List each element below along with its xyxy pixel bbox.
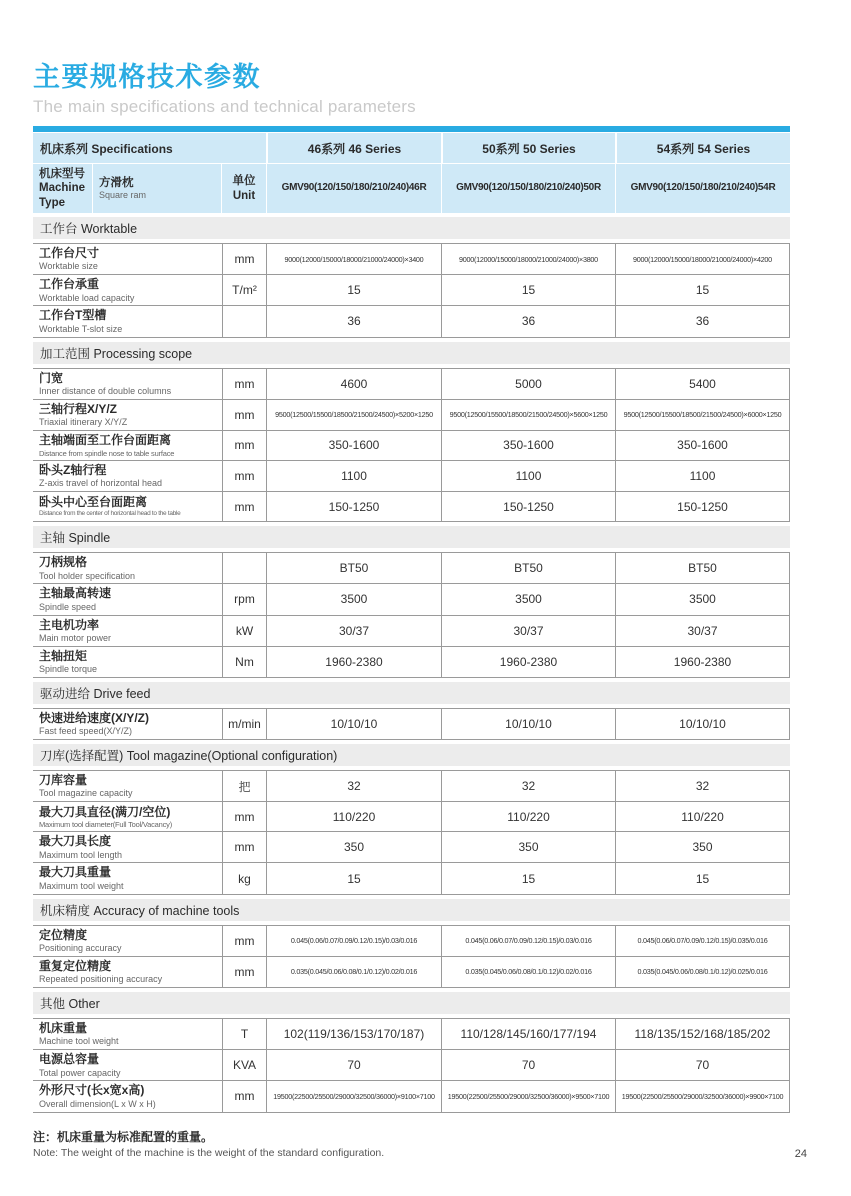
row-value-cell: 4600 <box>267 369 442 399</box>
row-label-cn: 门宽 <box>39 370 64 385</box>
row-label-cn: 工作台尺寸 <box>39 246 100 260</box>
row-unit-cell <box>222 553 267 583</box>
table-row <box>33 1050 790 1081</box>
table-row <box>33 552 790 584</box>
row-label-cell <box>33 461 222 491</box>
row-label-en: Maximum tool diameter(Full Tool/Vacancy) <box>39 819 173 829</box>
row-label-en: Maximum tool length <box>39 849 123 860</box>
row-value-cell: 110/220 <box>267 802 442 831</box>
page-title: 主要规格技术参数 <box>33 62 261 92</box>
row-label-cell <box>33 275 222 305</box>
row-label-en: Fast feed speed(X/Y/Z) <box>39 726 133 737</box>
table-row <box>33 400 790 431</box>
row-label-cn: 主轴扭矩 <box>39 648 88 663</box>
row-value-cell: 15 <box>442 863 616 893</box>
series-column-50: 50系列 50 Series <box>443 133 615 163</box>
machine-type-header-row <box>33 164 790 213</box>
row-value-cell: 32 <box>267 771 442 801</box>
row-value-cell: 36 <box>616 306 790 336</box>
table-section <box>33 217 790 338</box>
row-value-cell: 30/37 <box>267 616 442 646</box>
row-unit-cell: mm <box>222 926 267 956</box>
row-unit-cell: Nm <box>222 647 267 677</box>
row-label-en: Z-axis travel of horizontal head <box>39 478 163 489</box>
row-unit-cell: mm <box>222 431 267 460</box>
row-unit-cell: rpm <box>222 584 267 614</box>
unit-header-cell <box>222 164 266 213</box>
table-row <box>33 306 790 337</box>
row-label-cell <box>33 957 222 987</box>
table-row <box>33 802 790 832</box>
row-label-cn: 最大刀具重量 <box>39 865 112 880</box>
row-label-cn: 刀库容量 <box>39 773 88 788</box>
row-value-cell: 19500(22500/25500/29000/32500/36000)×9500×7100 <box>442 1081 616 1111</box>
section-header: 驱动进给 Drive feed <box>33 682 790 704</box>
section-rows <box>33 925 790 988</box>
table-row <box>33 647 790 678</box>
row-label-cell <box>33 584 222 614</box>
row-value-cell: 5400 <box>616 369 790 399</box>
row-value-cell: 0.035(0.045/0.06/0.08/0.1/0.12)/0.025/0.016 <box>616 957 790 987</box>
row-label-cell <box>33 863 222 893</box>
row-label-cn: 卧头Z轴行程 <box>39 462 107 477</box>
row-value-cell: 15 <box>616 275 790 305</box>
row-unit-cell: mm <box>222 957 267 987</box>
table-row <box>33 832 790 863</box>
row-value-cell: 3500 <box>267 584 442 614</box>
row-label-cn: 重复定位精度 <box>39 958 112 973</box>
row-label-en: Spindle speed <box>39 601 97 612</box>
row-value-cell: 3500 <box>616 584 790 614</box>
machine-type-label-cn: 机床型号 <box>39 167 85 180</box>
row-label-en: Maximum tool weight <box>39 880 124 891</box>
table-body <box>33 217 790 1113</box>
row-value-cell: 15 <box>616 863 790 893</box>
row-label-en: Tool magazine capacity <box>39 788 133 799</box>
row-label-en: Worktable size <box>39 261 98 272</box>
row-label-cell <box>33 431 222 460</box>
row-label-en: Distance from the center of horizontal head to the table <box>39 510 181 518</box>
row-unit-cell: mm <box>222 1081 267 1111</box>
table-row <box>33 863 790 894</box>
table-section <box>33 682 790 740</box>
table-row <box>33 708 790 740</box>
model-54r: GMV90(120/150/180/210/240)54R <box>616 164 790 213</box>
row-label-cell <box>33 492 222 521</box>
table-row <box>33 1018 790 1050</box>
section-header: 刀库(选择配置) Tool magazine(Optional configuration) <box>33 744 790 766</box>
ram-type-cn: 方滑枕 <box>99 176 134 189</box>
row-value-cell: 0.045(0.06/0.07/0.09/0.12/0.15)/0.035/0.016 <box>616 926 790 956</box>
row-value-cell: 30/37 <box>442 616 616 646</box>
row-value-cell: 36 <box>442 306 616 336</box>
row-label-en: Tool holder specification <box>39 570 136 581</box>
table-row <box>33 492 790 522</box>
row-value-cell: 9500(12500/15500/18500/21500/24500)×5600×1250 <box>442 400 616 430</box>
table-row <box>33 243 790 275</box>
row-unit-cell: mm <box>222 369 267 399</box>
row-label-en: Spindle torque <box>39 664 98 675</box>
row-label-cell <box>33 926 222 956</box>
row-value-cell: 1100 <box>442 461 616 491</box>
row-unit-cell: mm <box>222 802 267 831</box>
row-value-cell: 15 <box>442 275 616 305</box>
footnote-en: Note: The weight of the machine is the weight of the standard configuration. <box>33 1147 385 1159</box>
row-value-cell: BT50 <box>442 553 616 583</box>
row-label-en: Worktable load capacity <box>39 292 135 303</box>
row-unit-cell: kW <box>222 616 267 646</box>
title-block <box>33 55 416 117</box>
row-label-cn: 工作台承重 <box>39 277 100 292</box>
row-label-cn: 刀柄规格 <box>39 555 88 570</box>
row-label-cn: 外形尺寸(长x宽x高) <box>39 1083 145 1098</box>
row-label-cell <box>33 832 222 862</box>
table-section <box>33 526 790 678</box>
row-value-cell: 350-1600 <box>616 431 790 460</box>
row-label-cn: 快速进给速度(X/Y/Z) <box>39 710 149 725</box>
row-value-cell: 10/10/10 <box>442 709 616 739</box>
row-label-cn: 主电机功率 <box>39 617 100 632</box>
row-label-en: Worktable T-slot size <box>39 323 123 334</box>
row-label-en: Overall dimension(L x W x H) <box>39 1098 156 1109</box>
series-column-54: 54系列 54 Series <box>617 133 790 163</box>
section-rows <box>33 243 790 338</box>
ram-type-en: Square ram <box>99 190 147 201</box>
row-label-en: Total power capacity <box>39 1067 121 1078</box>
table-accent-bar <box>33 126 790 132</box>
row-value-cell: 0.035(0.045/0.06/0.08/0.1/0.12)/0.02/0.016 <box>442 957 616 987</box>
row-value-cell: 3500 <box>442 584 616 614</box>
section-header: 其他 Other <box>33 992 790 1014</box>
row-value-cell: 70 <box>442 1050 616 1080</box>
row-label-cell <box>33 802 222 831</box>
row-value-cell: 32 <box>616 771 790 801</box>
machine-type-label-en1: Machine <box>39 182 86 195</box>
row-value-cell: 1100 <box>267 461 442 491</box>
row-value-cell: 30/37 <box>616 616 790 646</box>
page-subtitle: The main specifications and technical parameters <box>33 97 416 116</box>
table-section <box>33 899 790 988</box>
row-value-cell: 1960-2380 <box>267 647 442 677</box>
row-label-cn: 主轴端面至工作台面距离 <box>39 433 172 448</box>
row-label-cn: 最大刀具长度 <box>39 834 112 849</box>
section-rows <box>33 1018 790 1113</box>
row-value-cell: 102(119/136/153/170/187) <box>267 1019 442 1049</box>
row-value-cell: 9000(12000/15000/18000/21000/24000)×3800 <box>442 244 616 274</box>
row-label-cn: 主轴最高转速 <box>39 586 112 601</box>
footnote-cn: 注：机床重量为标准配置的重量。 <box>33 1130 214 1144</box>
table-section <box>33 744 790 895</box>
model-46r: GMV90(120/150/180/210/240)46R <box>267 164 441 213</box>
row-value-cell: 350-1600 <box>267 431 442 460</box>
table-row <box>33 584 790 615</box>
row-value-cell: 0.045(0.06/0.07/0.09/0.12/0.15)/0.03/0.016 <box>267 926 442 956</box>
row-unit-cell: kg <box>222 863 267 893</box>
row-value-cell: 110/220 <box>616 802 790 831</box>
row-value-cell: 150-1250 <box>442 492 616 521</box>
row-label-cn: 电源总容量 <box>39 1052 100 1067</box>
row-label-cell <box>33 553 222 583</box>
section-rows <box>33 368 790 523</box>
row-value-cell: 32 <box>442 771 616 801</box>
row-value-cell: 1960-2380 <box>616 647 790 677</box>
row-value-cell: 1100 <box>616 461 790 491</box>
row-value-cell: 5000 <box>442 369 616 399</box>
section-rows <box>33 552 790 678</box>
row-label-en: Inner distance of double columns <box>39 385 172 396</box>
row-label-cell <box>33 771 222 801</box>
ram-type-cell <box>93 164 221 213</box>
row-label-cell <box>33 1050 222 1080</box>
row-value-cell: 9000(12000/15000/18000/21000/24000)×4200 <box>616 244 790 274</box>
row-value-cell: 1960-2380 <box>442 647 616 677</box>
section-rows <box>33 708 790 740</box>
table-row <box>33 616 790 647</box>
unit-header-en: Unit <box>232 189 256 202</box>
table-row <box>33 770 790 802</box>
row-label-cell <box>33 647 222 677</box>
section-rows <box>33 770 790 895</box>
row-value-cell: BT50 <box>616 553 790 583</box>
row-value-cell: 70 <box>267 1050 442 1080</box>
machine-type-label-en2: Type <box>39 196 65 209</box>
row-unit-cell: 把 <box>222 771 267 801</box>
section-header: 机床精度 Accuracy of machine tools <box>33 899 790 921</box>
row-value-cell: 350 <box>442 832 616 862</box>
row-value-cell: 15 <box>267 863 442 893</box>
row-label-cn: 机床重量 <box>39 1021 88 1035</box>
row-label-en: Main motor power <box>39 632 112 643</box>
series-header-label: 机床系列 Specifications <box>33 133 266 163</box>
row-unit-cell: mm <box>222 492 267 521</box>
row-unit-cell: mm <box>222 400 267 430</box>
table-row <box>33 957 790 988</box>
row-value-cell: 19500(22500/25500/29000/32500/36000)×9100×7100 <box>267 1081 442 1111</box>
row-label-en: Triaxial itinerary X/Y/Z <box>39 417 128 428</box>
section-header: 主轴 Spindle <box>33 526 790 548</box>
row-label-en: Positioning accuracy <box>39 943 122 954</box>
row-value-cell: 10/10/10 <box>267 709 442 739</box>
row-unit-cell: mm <box>222 244 267 274</box>
row-label-cn: 三轴行程X/Y/Z <box>39 401 118 416</box>
table-section <box>33 342 790 523</box>
row-value-cell: 36 <box>267 306 442 336</box>
row-label-cn: 最大刀具直径(满刀/空位) <box>39 804 171 819</box>
row-label-cell <box>33 1019 222 1049</box>
table-row <box>33 925 790 957</box>
row-label-cell <box>33 709 222 739</box>
row-value-cell: BT50 <box>267 553 442 583</box>
table-row <box>33 275 790 306</box>
row-value-cell: 118/135/152/168/185/202 <box>616 1019 790 1049</box>
row-label-cell <box>33 616 222 646</box>
row-value-cell: 15 <box>267 275 442 305</box>
row-unit-cell: T <box>222 1019 267 1049</box>
table-row <box>33 461 790 492</box>
model-50r: GMV90(120/150/180/210/240)50R <box>442 164 615 213</box>
row-label-en: Repeated positioning accuracy <box>39 974 163 985</box>
row-label-cell <box>33 306 222 336</box>
row-unit-cell <box>222 306 267 336</box>
unit-header-cn: 单位 <box>232 175 256 188</box>
row-unit-cell: m/min <box>222 709 267 739</box>
row-unit-cell: mm <box>222 832 267 862</box>
section-header: 加工范围 Processing scope <box>33 342 790 364</box>
row-value-cell: 150-1250 <box>267 492 442 521</box>
row-unit-cell: T/m² <box>222 275 267 305</box>
row-value-cell: 9500(12500/15500/18500/21500/24500)×5200×1250 <box>267 400 442 430</box>
row-value-cell: 350 <box>267 832 442 862</box>
row-label-en: Machine tool weight <box>39 1036 119 1047</box>
row-label-cn: 定位精度 <box>39 927 88 942</box>
row-value-cell: 9500(12500/15500/18500/21500/24500)×6000×1250 <box>616 400 790 430</box>
row-unit-cell: mm <box>222 461 267 491</box>
footnote <box>33 1128 384 1159</box>
series-column-46: 46系列 46 Series <box>268 133 441 163</box>
row-label-en: Distance from spindle nose to table surface <box>39 448 175 458</box>
row-label-cell <box>33 244 222 274</box>
series-header-row <box>33 133 790 163</box>
specifications-table <box>33 126 790 1113</box>
row-value-cell: 350 <box>616 832 790 862</box>
row-label-cn: 工作台T型槽 <box>39 308 107 323</box>
row-label-cell <box>33 369 222 399</box>
row-value-cell: 9000(12000/15000/18000/21000/24000)×3400 <box>267 244 442 274</box>
row-label-cn: 卧头中心至台面距离 <box>39 495 148 510</box>
row-label-cell <box>33 1081 222 1111</box>
row-label-cell <box>33 400 222 430</box>
row-value-cell: 70 <box>616 1050 790 1080</box>
table-row <box>33 1081 790 1112</box>
machine-type-label <box>33 164 92 213</box>
row-value-cell: 0.035(0.045/0.06/0.08/0.1/0.12)/0.02/0.016 <box>267 957 442 987</box>
page-number: 24 <box>794 1148 807 1160</box>
row-value-cell: 150-1250 <box>616 492 790 521</box>
row-value-cell: 110/220 <box>442 802 616 831</box>
table-row <box>33 431 790 461</box>
row-value-cell: 0.045(0.06/0.07/0.09/0.12/0.15)/0.03/0.016 <box>442 926 616 956</box>
row-value-cell: 19500(22500/25500/29000/32500/36000)×9900×7100 <box>616 1081 790 1111</box>
row-value-cell: 350-1600 <box>442 431 616 460</box>
section-header: 工作台 Worktable <box>33 217 790 239</box>
row-value-cell: 110/128/145/160/177/194 <box>442 1019 616 1049</box>
table-row <box>33 368 790 400</box>
table-section <box>33 992 790 1113</box>
row-value-cell: 10/10/10 <box>616 709 790 739</box>
row-unit-cell: KVA <box>222 1050 267 1080</box>
